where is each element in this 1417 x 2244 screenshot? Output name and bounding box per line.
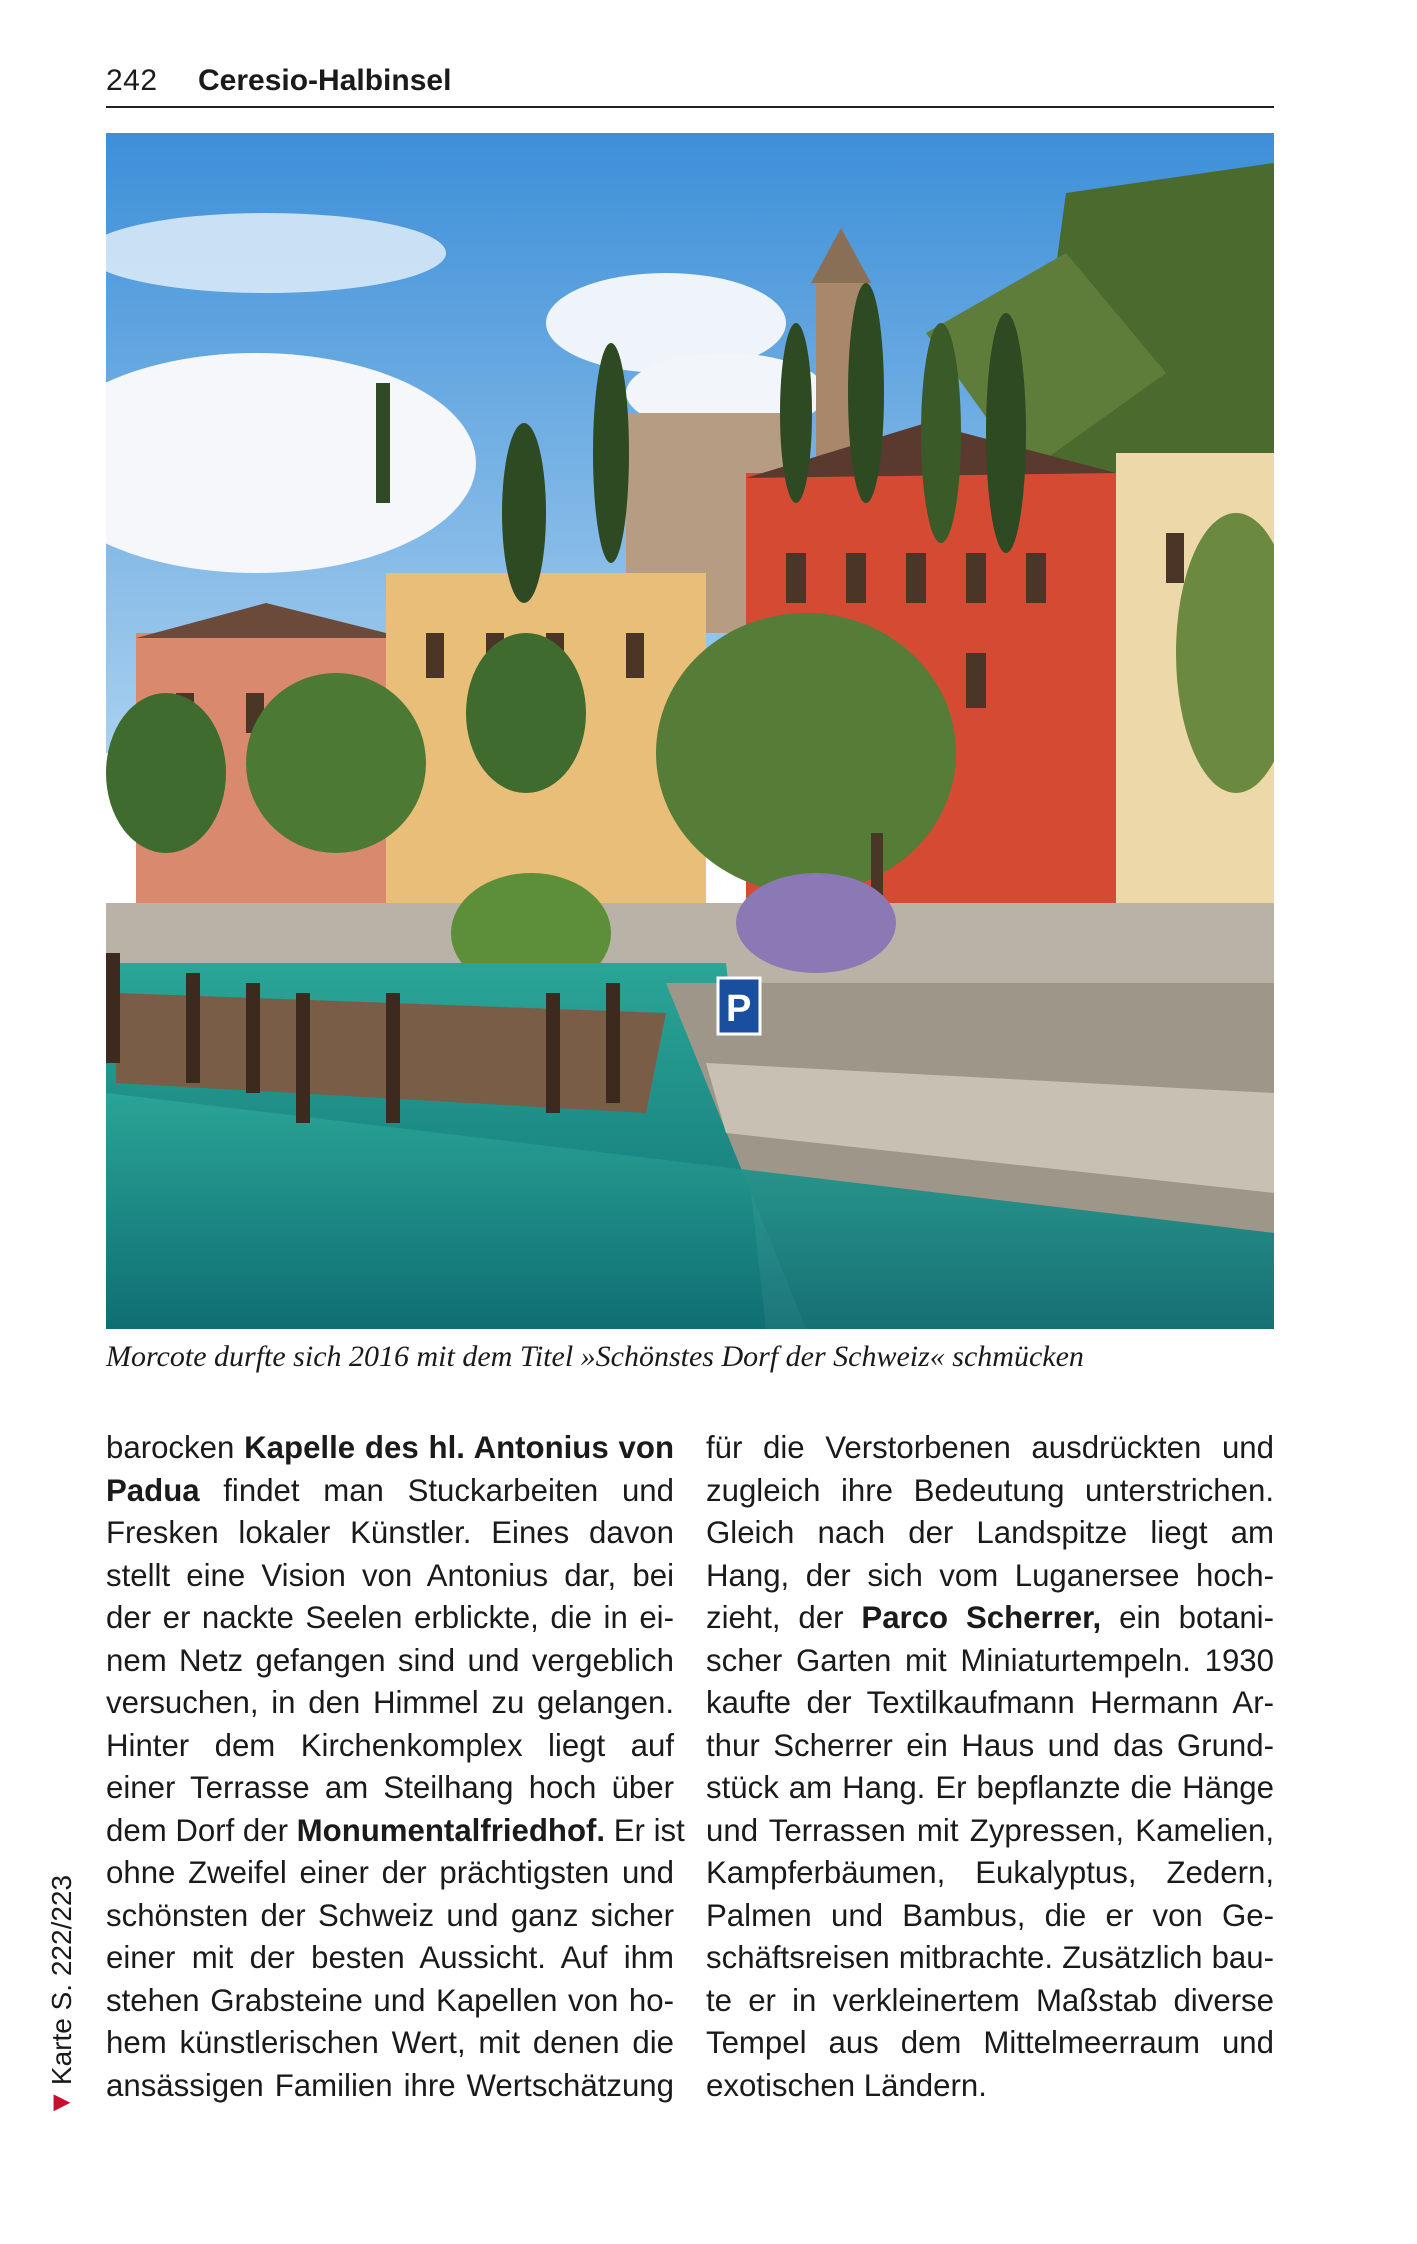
text-line: zieht, der Parco Scherrer, ein botani- xyxy=(706,1600,1274,1635)
photo-morcote xyxy=(106,133,1274,1329)
text-line: und Terrassen mit Zypressen, Kamelien, xyxy=(706,1812,1274,1848)
text-line: stück am Hang. Er bepflanzte die Hänge xyxy=(706,1770,1274,1805)
text-line: barocken Kapelle des hl. Antonius von xyxy=(106,1430,674,1465)
running-title: Ceresio-Halbinsel xyxy=(198,64,452,97)
text-column-left xyxy=(106,1427,685,2107)
text-line: Hinter dem Kirchenkomplex liegt auf xyxy=(106,1727,674,1763)
text-line: Fresken lokaler Künstler. Eines davon xyxy=(106,1515,674,1550)
text-line: Padua findet man Stuckarbeiten und xyxy=(106,1472,674,1508)
text-line: Hang, der sich vom Luganersee hoch- xyxy=(706,1557,1274,1593)
text-line: ohne Zweifel einer der prächtigsten und xyxy=(106,1855,674,1890)
text-line: kaufte der Textilkaufmann Hermann Ar- xyxy=(706,1685,1274,1720)
photo-caption: Morcote durfte sich 2016 mit dem Titel »Schönstes Dorf der Schweiz« schmücken xyxy=(106,1340,1084,1373)
text-column-right xyxy=(706,1427,1274,2107)
text-line: für die Verstorbenen ausdrückten und xyxy=(706,1430,1274,1465)
page-header xyxy=(106,62,1274,108)
text-line: Gleich nach der Landspitze liegt am xyxy=(706,1515,1274,1550)
text-line: stehen Grabsteine und Kapellen von ho- xyxy=(106,1982,674,2018)
triangle-up-icon: ▶ xyxy=(53,2088,71,2114)
text-line: dem Dorf der Monumentalfriedhof. Er ist xyxy=(106,1812,685,1848)
text-line: exotischen Ländern. xyxy=(706,2067,987,2103)
page-number: 242 xyxy=(106,64,158,97)
text-line: te er in verkleinertem Maßstab diverse xyxy=(706,1982,1274,2018)
text-line: schäftsreisen mitbrachte. Zusätzlich bau- xyxy=(706,1940,1274,1975)
text-line: einer Terrasse am Steilhang hoch über xyxy=(106,1770,674,1805)
text-line: thur Scherrer ein Haus und das Grund- xyxy=(706,1727,1274,1763)
text-line: hem künstlerischen Wert, mit denen die xyxy=(106,2025,674,2060)
text-line: schönsten der Schweiz und ganz sicher xyxy=(106,1897,674,1933)
text-line: der er nackte Seelen erblickte, die in ei- xyxy=(106,1600,674,1635)
text-line: Palmen und Bambus, die er von Ge- xyxy=(706,1897,1274,1933)
text-line: versuchen, in den Himmel zu gelangen. xyxy=(106,1685,674,1720)
text-line: ansässigen Familien ihre Wertschätzung xyxy=(106,2067,674,2103)
text-line: zugleich ihre Bedeutung unterstrichen. xyxy=(706,1472,1274,1508)
text-line: einer mit der besten Aussicht. Auf ihm xyxy=(106,1940,674,1975)
photo-illustration xyxy=(106,133,1274,1329)
text-line: Tempel aus dem Mittelmeerraum und xyxy=(706,2025,1274,2060)
map-reference-text: Karte S. 222/223 xyxy=(46,1874,77,2086)
text-line: nem Netz gefangen sind und vergeblich xyxy=(106,1642,674,1678)
map-reference xyxy=(44,1810,80,2114)
text-line: scher Garten mit Miniaturtempeln. 1930 xyxy=(706,1642,1274,1678)
text-line: stellt eine Vision von Antonius dar, bei xyxy=(106,1557,674,1593)
text-line: Kampferbäumen, Eukalyptus, Zedern, xyxy=(706,1855,1274,1890)
svg-text:P: P xyxy=(726,988,752,1030)
